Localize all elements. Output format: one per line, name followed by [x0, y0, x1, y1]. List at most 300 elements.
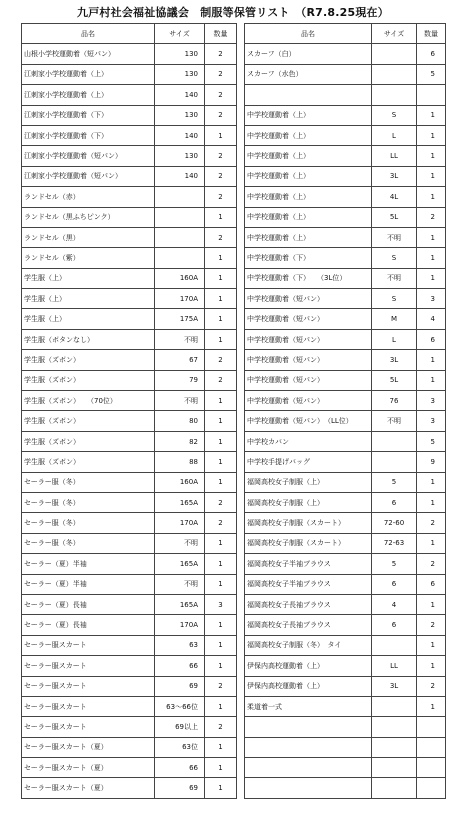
item-size: 6 — [372, 574, 417, 594]
item-name: 学生服（上） — [22, 268, 155, 288]
table-row — [22, 635, 237, 655]
item-quantity: 1 — [417, 594, 446, 614]
item-size: 170A — [155, 513, 205, 533]
item-size: 82 — [155, 431, 205, 451]
item-quantity: 1 — [205, 696, 237, 716]
item-quantity: 1 — [417, 268, 446, 288]
item-name: 学生服（上） — [22, 289, 155, 309]
table-row — [22, 309, 237, 329]
table-row — [22, 227, 237, 247]
item-size: 不明 — [372, 227, 417, 247]
item-name: セーラー服スカート（夏） — [22, 778, 155, 798]
item-name: 福岡高校女子制服（冬） タイ — [245, 635, 372, 655]
item-name: 中学校運動着（上） — [245, 227, 372, 247]
item-quantity: 2 — [205, 166, 237, 186]
item-quantity — [417, 758, 446, 778]
item-quantity: 1 — [417, 125, 446, 145]
item-quantity: 2 — [205, 676, 237, 696]
item-size: 130 — [155, 105, 205, 125]
item-name — [245, 737, 372, 757]
item-size — [372, 758, 417, 778]
item-quantity: 5 — [417, 64, 446, 84]
item-quantity: 2 — [417, 554, 446, 574]
table-row — [22, 166, 237, 186]
item-quantity: 1 — [205, 737, 237, 757]
item-size — [372, 85, 417, 105]
table-row — [245, 656, 446, 676]
table-row — [22, 513, 237, 533]
item-size: 63 — [155, 635, 205, 655]
item-quantity: 1 — [205, 452, 237, 472]
item-name: ランドセル（黒ふちピンク） — [22, 207, 155, 227]
table-row — [245, 717, 446, 737]
item-size: L — [372, 329, 417, 349]
table-row — [245, 574, 446, 594]
item-size: 140 — [155, 166, 205, 186]
table-row — [22, 758, 237, 778]
item-quantity: 2 — [417, 207, 446, 227]
item-name: セーラー服スカート — [22, 676, 155, 696]
item-name: セーラー服（冬） — [22, 513, 155, 533]
item-size: S — [372, 248, 417, 268]
item-size: 6 — [372, 615, 417, 635]
item-size: 4 — [372, 594, 417, 614]
table-row — [245, 452, 446, 472]
table-row — [245, 268, 446, 288]
item-name: 福岡高校女子半袖ブラウス — [245, 574, 372, 594]
item-quantity: 2 — [205, 187, 237, 207]
item-size — [372, 778, 417, 798]
item-quantity: 2 — [205, 717, 237, 737]
table-row — [245, 64, 446, 84]
item-quantity: 2 — [205, 492, 237, 512]
table-row — [22, 431, 237, 451]
table-row — [245, 778, 446, 798]
item-name: セーラー服（冬） — [22, 472, 155, 492]
header-name: 品名 — [245, 24, 372, 44]
item-name: 福岡高校女子長袖ブラウス — [245, 594, 372, 614]
left-inventory-table — [21, 23, 237, 799]
item-size — [155, 207, 205, 227]
table-row — [245, 105, 446, 125]
item-size: 165A — [155, 492, 205, 512]
item-size: 不明 — [155, 574, 205, 594]
table-row — [245, 227, 446, 247]
item-name: 江刺家小学校運動着（上） — [22, 85, 155, 105]
item-size: 不明 — [372, 268, 417, 288]
item-quantity: 1 — [417, 635, 446, 655]
item-name: 江刺家小学校運動着（下） — [22, 105, 155, 125]
header-qty: 数量 — [205, 24, 237, 44]
table-row — [22, 207, 237, 227]
item-name: セーラー服スカート — [22, 696, 155, 716]
item-quantity: 2 — [205, 44, 237, 64]
item-quantity: 1 — [205, 554, 237, 574]
item-name: ランドセル（紫） — [22, 248, 155, 268]
item-name: 学生服（ズボン） — [22, 411, 155, 431]
item-quantity: 1 — [205, 472, 237, 492]
item-quantity: 2 — [205, 350, 237, 370]
table-row — [22, 105, 237, 125]
item-size: LL — [372, 656, 417, 676]
item-size: 76 — [372, 391, 417, 411]
item-quantity: 1 — [417, 227, 446, 247]
item-quantity: 1 — [417, 656, 446, 676]
item-name — [245, 778, 372, 798]
item-size: 79 — [155, 370, 205, 390]
table-row — [245, 615, 446, 635]
table-row — [245, 309, 446, 329]
item-name: 福岡高校女子長袖ブラウス — [245, 615, 372, 635]
item-name: 江刺家小学校運動着（下） — [22, 125, 155, 145]
table-row — [245, 758, 446, 778]
item-name: 中学校運動着（短パン） （LL位） — [245, 411, 372, 431]
table-row — [22, 737, 237, 757]
item-size: 4L — [372, 187, 417, 207]
item-name: セーラー（夏）半袖 — [22, 554, 155, 574]
item-size: 3L — [372, 166, 417, 186]
item-name — [245, 717, 372, 737]
item-size: 6 — [372, 492, 417, 512]
item-name: 中学校運動着（下） — [245, 248, 372, 268]
item-name: 中学校手提げバッグ — [245, 452, 372, 472]
table-row — [245, 472, 446, 492]
item-name: 学生服（ボタンなし） — [22, 329, 155, 349]
item-name: 福岡高校女子半袖ブラウス — [245, 554, 372, 574]
item-name: セーラー服（冬） — [22, 492, 155, 512]
table-row — [245, 635, 446, 655]
item-quantity: 3 — [417, 391, 446, 411]
item-name: 江刺家小学校運動着（短パン） — [22, 146, 155, 166]
table-row — [245, 554, 446, 574]
table-header-row — [22, 24, 237, 44]
table-row — [245, 594, 446, 614]
item-name: 学生服（ズボン） （70位） — [22, 391, 155, 411]
item-quantity: 1 — [417, 472, 446, 492]
table-row — [245, 44, 446, 64]
table-header-row — [245, 24, 446, 44]
item-quantity: 1 — [205, 309, 237, 329]
item-name: 中学校運動着（上） — [245, 125, 372, 145]
table-row — [245, 370, 446, 390]
item-size — [372, 431, 417, 451]
item-quantity: 3 — [205, 594, 237, 614]
item-name: 中学校運動着（上） — [245, 207, 372, 227]
item-size: 72-60 — [372, 513, 417, 533]
item-name: 中学校運動着（短パン） — [245, 289, 372, 309]
item-size: 130 — [155, 44, 205, 64]
table-row — [22, 492, 237, 512]
item-size: 5L — [372, 370, 417, 390]
item-quantity — [417, 737, 446, 757]
item-quantity — [417, 85, 446, 105]
table-row — [22, 472, 237, 492]
table-row — [245, 289, 446, 309]
table-row — [22, 125, 237, 145]
item-size: 160A — [155, 268, 205, 288]
table-row — [245, 350, 446, 370]
item-name: 中学校運動着（短パン） — [245, 329, 372, 349]
item-quantity: 1 — [205, 615, 237, 635]
table-row — [245, 533, 446, 553]
table-row — [22, 452, 237, 472]
item-name: 中学校運動着（上） — [245, 146, 372, 166]
item-size: 160A — [155, 472, 205, 492]
item-quantity: 2 — [205, 227, 237, 247]
item-quantity: 3 — [417, 289, 446, 309]
item-quantity: 1 — [417, 146, 446, 166]
item-quantity: 1 — [205, 248, 237, 268]
item-name: 中学校運動着（上） — [245, 166, 372, 186]
item-size — [372, 635, 417, 655]
item-quantity: 1 — [205, 635, 237, 655]
item-name — [245, 758, 372, 778]
table-row — [22, 248, 237, 268]
item-quantity: 2 — [417, 676, 446, 696]
item-name: セーラー服スカート — [22, 656, 155, 676]
item-size: 130 — [155, 64, 205, 84]
table-row — [245, 85, 446, 105]
item-size — [372, 64, 417, 84]
table-row — [22, 350, 237, 370]
item-quantity: 1 — [205, 329, 237, 349]
item-name: 中学校運動着（上） — [245, 187, 372, 207]
right-inventory-table — [244, 23, 446, 799]
item-size — [372, 44, 417, 64]
item-name: 学生服（ズボン） — [22, 431, 155, 451]
item-size — [155, 187, 205, 207]
item-size: 不明 — [372, 411, 417, 431]
item-quantity: 2 — [205, 146, 237, 166]
item-quantity: 1 — [417, 166, 446, 186]
item-name: 中学校運動着（上） — [245, 105, 372, 125]
item-name: セーラー服スカート — [22, 635, 155, 655]
item-size — [155, 227, 205, 247]
table-row — [22, 533, 237, 553]
item-quantity: 1 — [205, 289, 237, 309]
item-quantity: 5 — [417, 431, 446, 451]
item-name: 福岡高校女子制服（スカート） — [245, 533, 372, 553]
item-quantity: 3 — [417, 411, 446, 431]
item-name: ランドセル（赤） — [22, 187, 155, 207]
item-size: 165A — [155, 594, 205, 614]
item-quantity: 1 — [417, 350, 446, 370]
item-size: S — [372, 289, 417, 309]
table-row — [245, 248, 446, 268]
table-row — [22, 85, 237, 105]
item-size — [372, 452, 417, 472]
item-size: 66 — [155, 656, 205, 676]
item-quantity: 1 — [417, 492, 446, 512]
item-size — [372, 696, 417, 716]
item-quantity: 1 — [417, 533, 446, 553]
table-row — [245, 187, 446, 207]
item-quantity: 1 — [205, 268, 237, 288]
item-size: 165A — [155, 554, 205, 574]
item-quantity: 1 — [205, 758, 237, 778]
item-quantity: 1 — [205, 574, 237, 594]
item-size: 5 — [372, 554, 417, 574]
table-row — [22, 615, 237, 635]
item-size: 175A — [155, 309, 205, 329]
item-size: 3L — [372, 350, 417, 370]
item-name: セーラー（夏）長袖 — [22, 594, 155, 614]
item-name: 福岡高校女子制服（上） — [245, 492, 372, 512]
item-size: S — [372, 105, 417, 125]
item-size: 69 — [155, 676, 205, 696]
table-row — [22, 370, 237, 390]
table-row — [245, 513, 446, 533]
table-row — [22, 696, 237, 716]
item-size: 不明 — [155, 533, 205, 553]
item-name: 江刺家小学校運動着（上） — [22, 64, 155, 84]
item-name: セーラー服スカート（夏） — [22, 737, 155, 757]
item-name: 学生服（ズボン） — [22, 452, 155, 472]
item-name: 柔道着一式 — [245, 696, 372, 716]
table-row — [245, 207, 446, 227]
table-row — [22, 268, 237, 288]
item-quantity: 1 — [417, 105, 446, 125]
table-row — [22, 329, 237, 349]
table-row — [245, 696, 446, 716]
item-name: 中学校運動着（短パン） — [245, 309, 372, 329]
item-size: 170A — [155, 615, 205, 635]
item-size: 不明 — [155, 391, 205, 411]
table-row — [22, 574, 237, 594]
table-row — [22, 146, 237, 166]
item-name: 中学校運動着（短パン） — [245, 391, 372, 411]
table-row — [245, 146, 446, 166]
item-quantity: 1 — [205, 125, 237, 145]
item-name: スカーフ（水色） — [245, 64, 372, 84]
item-size: L — [372, 125, 417, 145]
table-row — [22, 656, 237, 676]
item-quantity: 1 — [205, 391, 237, 411]
item-quantity: 9 — [417, 452, 446, 472]
table-row — [245, 391, 446, 411]
item-size: 69 — [155, 778, 205, 798]
item-name: 福岡高校女子制服（スカート） — [245, 513, 372, 533]
item-quantity: 4 — [417, 309, 446, 329]
item-quantity: 1 — [205, 431, 237, 451]
item-quantity: 2 — [205, 370, 237, 390]
item-size: 3L — [372, 676, 417, 696]
header-qty: 数量 — [417, 24, 446, 44]
item-size: LL — [372, 146, 417, 166]
item-name: 学生服（ズボン） — [22, 370, 155, 390]
table-row — [22, 64, 237, 84]
item-size: 72-63 — [372, 533, 417, 553]
item-size: 不明 — [155, 329, 205, 349]
table-row — [22, 289, 237, 309]
item-quantity: 2 — [205, 513, 237, 533]
item-quantity: 2 — [205, 64, 237, 84]
item-name: 中学校運動着（短パン） — [245, 370, 372, 390]
item-name: 学生服（ズボン） — [22, 350, 155, 370]
item-size — [372, 737, 417, 757]
item-name: 中学校運動着（短パン） — [245, 350, 372, 370]
item-size: 170A — [155, 289, 205, 309]
item-name: 江刺家小学校運動着（短パン） — [22, 166, 155, 186]
item-name: セーラー（夏）長袖 — [22, 615, 155, 635]
item-name: 中学校カバン — [245, 431, 372, 451]
table-row — [22, 676, 237, 696]
item-name: スカーフ（白） — [245, 44, 372, 64]
table-row — [22, 411, 237, 431]
item-name — [245, 85, 372, 105]
table-row — [245, 737, 446, 757]
table-row — [245, 166, 446, 186]
item-size: 66 — [155, 758, 205, 778]
item-name: 山根小学校運動着（短パン） — [22, 44, 155, 64]
item-quantity: 6 — [417, 44, 446, 64]
item-quantity: 1 — [205, 207, 237, 227]
item-quantity — [417, 778, 446, 798]
item-quantity — [417, 717, 446, 737]
item-size: 5L — [372, 207, 417, 227]
table-row — [22, 778, 237, 798]
item-name: セーラー服スカート — [22, 717, 155, 737]
item-quantity: 6 — [417, 574, 446, 594]
item-size — [372, 717, 417, 737]
item-size: 88 — [155, 452, 205, 472]
table-row — [245, 431, 446, 451]
item-size: 140 — [155, 125, 205, 145]
item-name: 伊保内高校運動着（上） — [245, 676, 372, 696]
header-size: サイズ — [372, 24, 417, 44]
item-name: 福岡高校女子制服（上） — [245, 472, 372, 492]
item-quantity: 1 — [205, 778, 237, 798]
table-row — [245, 492, 446, 512]
item-quantity: 1 — [417, 696, 446, 716]
item-quantity: 1 — [205, 533, 237, 553]
item-quantity: 2 — [205, 105, 237, 125]
item-size — [155, 248, 205, 268]
item-quantity: 1 — [417, 248, 446, 268]
item-quantity: 1 — [205, 656, 237, 676]
item-quantity: 2 — [417, 615, 446, 635]
table-row — [245, 329, 446, 349]
item-name: 伊保内高校運動着（上） — [245, 656, 372, 676]
item-quantity: 1 — [205, 411, 237, 431]
item-name: セーラー（夏）半袖 — [22, 574, 155, 594]
item-quantity: 2 — [417, 513, 446, 533]
item-size: 130 — [155, 146, 205, 166]
table-row — [22, 594, 237, 614]
item-name: 学生服（上） — [22, 309, 155, 329]
header-size: サイズ — [155, 24, 205, 44]
table-row — [245, 411, 446, 431]
table-row — [22, 44, 237, 64]
table-row — [22, 391, 237, 411]
item-size: 5 — [372, 472, 417, 492]
item-name: セーラー服（冬） — [22, 533, 155, 553]
item-quantity: 1 — [417, 187, 446, 207]
table-row — [245, 676, 446, 696]
table-row — [22, 554, 237, 574]
item-size: 63位 — [155, 737, 205, 757]
item-quantity: 2 — [205, 85, 237, 105]
table-row — [22, 187, 237, 207]
item-quantity: 6 — [417, 329, 446, 349]
item-quantity: 1 — [417, 370, 446, 390]
item-size: 140 — [155, 85, 205, 105]
item-size: 69以上 — [155, 717, 205, 737]
item-size: 67 — [155, 350, 205, 370]
item-name: ランドセル（黒） — [22, 227, 155, 247]
item-size: 80 — [155, 411, 205, 431]
item-name: セーラー服スカート（夏） — [22, 758, 155, 778]
